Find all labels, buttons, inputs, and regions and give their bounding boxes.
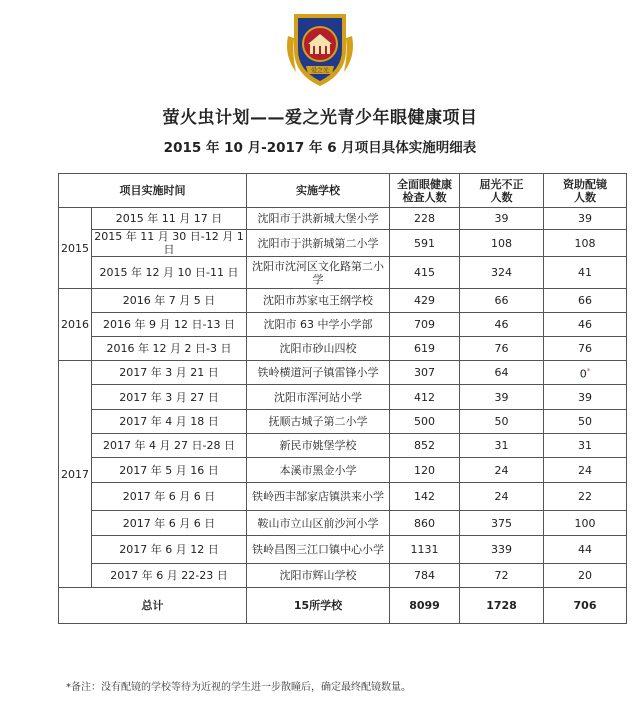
glasses-cell: 41 — [544, 257, 627, 289]
table-row — [59, 337, 627, 361]
refractive-cell: 31 — [460, 434, 544, 458]
refractive-cell: 24 — [460, 458, 544, 483]
table-row — [59, 385, 627, 410]
column-header-refractive — [460, 174, 544, 208]
column-header-checked-line2: 检查人数 — [402, 190, 447, 204]
glasses-cell: 22 — [544, 483, 627, 511]
column-header-refractive-line2: 人数 — [490, 190, 513, 204]
date-cell: 2017 年 6 月 12 日 — [92, 536, 247, 564]
school-cell: 抚顺古城子第二小学 — [247, 410, 390, 434]
glasses-cell: 76 — [544, 337, 627, 361]
checked-cell: 852 — [390, 434, 460, 458]
date-cell: 2017 年 4 月 27 日-28 日 — [92, 434, 247, 458]
school-cell: 铁岭昌图三江口镇中心小学 — [247, 536, 390, 564]
table-header-row — [59, 174, 627, 208]
organization-badge-logo — [282, 6, 358, 90]
school-cell: 沈阳市浑河站小学 — [247, 385, 390, 410]
checked-cell: 784 — [390, 564, 460, 588]
column-header-glasses-line2: 人数 — [574, 190, 596, 204]
checked-cell: 429 — [390, 289, 460, 313]
school-cell: 沈阳市于洪新城第二小学 — [247, 230, 390, 257]
column-header-refractive-line1: 屈光不正 — [479, 177, 524, 191]
date-cell: 2017 年 6 月 22-23 日 — [92, 564, 247, 588]
total-school-count: 15所学校 — [247, 588, 390, 624]
refractive-cell: 24 — [460, 483, 544, 511]
logo-text: 爱之光 — [310, 67, 330, 75]
table-row — [59, 230, 627, 257]
checked-cell: 500 — [390, 410, 460, 434]
date-cell: 2016 年 12 月 2 日-3 日 — [92, 337, 247, 361]
glasses-cell: 44 — [544, 536, 627, 564]
checked-cell: 860 — [390, 511, 460, 536]
glasses-cell: 46 — [544, 313, 627, 337]
table-row — [59, 313, 627, 337]
school-cell: 本溪市黑金小学 — [247, 458, 390, 483]
glasses-cell: 39 — [544, 208, 627, 230]
total-checked: 8099 — [390, 588, 460, 624]
table-body — [59, 208, 627, 588]
checked-cell: 1131 — [390, 536, 460, 564]
table-row — [59, 536, 627, 564]
school-cell: 沈阳市沈河区文化路第二小学 — [247, 257, 390, 289]
date-cell: 2017 年 5 月 16 日 — [92, 458, 247, 483]
checked-cell: 415 — [390, 257, 460, 289]
date-cell: 2015 年 11 月 17 日 — [92, 208, 247, 230]
table-row — [59, 289, 627, 313]
column-header-glasses — [544, 174, 627, 208]
date-cell: 2017 年 3 月 27 日 — [92, 385, 247, 410]
glasses-cell — [544, 361, 627, 385]
table-row — [59, 257, 627, 289]
date-cell: 2017 年 6 月 6 日 — [92, 483, 247, 511]
date-cell: 2016 年 7 月 5 日 — [92, 289, 247, 313]
refractive-cell: 50 — [460, 410, 544, 434]
refractive-cell: 76 — [460, 337, 544, 361]
school-cell: 铁岭横道河子镇雷锋小学 — [247, 361, 390, 385]
refractive-cell: 72 — [460, 564, 544, 588]
table-row — [59, 483, 627, 511]
table-row — [59, 511, 627, 536]
refractive-cell: 324 — [460, 257, 544, 289]
table-row — [59, 208, 627, 230]
school-cell: 铁岭西丰郜家店镇洪来小学 — [247, 483, 390, 511]
glasses-cell: 31 — [544, 434, 627, 458]
column-header-school: 实施学校 — [247, 174, 390, 208]
year-cell: 2017 — [59, 361, 92, 588]
checked-cell: 228 — [390, 208, 460, 230]
table-row — [59, 564, 627, 588]
refractive-cell: 39 — [460, 385, 544, 410]
year-cell: 2015 — [59, 208, 92, 289]
page-subtitle: 2015 年 10 月-2017 年 6 月项目具体实施明细表 — [163, 140, 477, 156]
table-row — [59, 410, 627, 434]
date-cell: 2017 年 6 月 6 日 — [92, 511, 247, 536]
date-cell: 2015 年 12 月 10 日-11 日 — [92, 257, 247, 289]
table-row — [59, 434, 627, 458]
year-cell: 2016 — [59, 289, 92, 361]
glasses-cell: 39 — [544, 385, 627, 410]
page-title: 萤火虫计划——爱之光青少年眼健康项目 — [162, 108, 478, 128]
checked-cell: 412 — [390, 385, 460, 410]
refractive-cell: 66 — [460, 289, 544, 313]
column-header-glasses-line1: 资助配镜 — [563, 177, 607, 191]
table-row — [59, 458, 627, 483]
glasses-cell: 20 — [544, 564, 627, 588]
date-cell: 2015 年 11 月 30 日-12 月 1 日 — [92, 230, 247, 257]
refractive-cell: 64 — [460, 361, 544, 385]
checked-cell: 142 — [390, 483, 460, 511]
column-header-checked-line1: 全面眼健康 — [397, 177, 452, 191]
total-glasses: 706 — [544, 588, 627, 624]
footnote-marker: * — [586, 366, 591, 375]
refractive-cell: 39 — [460, 208, 544, 230]
total-refractive: 1728 — [460, 588, 544, 624]
date-cell: 2017 年 3 月 21 日 — [92, 361, 247, 385]
glasses-cell: 66 — [544, 289, 627, 313]
column-header-date: 项目实施时间 — [59, 174, 247, 208]
date-cell: 2016 年 9 月 12 日-13 日 — [92, 313, 247, 337]
school-cell: 沈阳市砂山四校 — [247, 337, 390, 361]
glasses-cell: 108 — [544, 230, 627, 257]
checked-cell: 619 — [390, 337, 460, 361]
checked-cell: 307 — [390, 361, 460, 385]
checked-cell: 591 — [390, 230, 460, 257]
refractive-cell: 46 — [460, 313, 544, 337]
table-row — [59, 361, 627, 385]
glasses-cell: 24 — [544, 458, 627, 483]
refractive-cell: 375 — [460, 511, 544, 536]
project-detail-table — [58, 173, 627, 624]
school-cell: 新民市姚堡学校 — [247, 434, 390, 458]
school-cell: 沈阳市苏家屯王纲学校 — [247, 289, 390, 313]
school-cell: 鞍山市立山区前沙河小学 — [247, 511, 390, 536]
checked-cell: 709 — [390, 313, 460, 337]
glasses-cell: 100 — [544, 511, 627, 536]
checked-cell: 120 — [390, 458, 460, 483]
glasses-value: 0 — [579, 367, 587, 381]
column-header-checked — [390, 174, 460, 208]
footnote: *备注：没有配镜的学校等待为近视的学生进一步散瞳后，确定最终配镜数量。 — [66, 682, 411, 693]
school-cell: 沈阳市辉山学校 — [247, 564, 390, 588]
refractive-cell: 108 — [460, 230, 544, 257]
glasses-cell: 50 — [544, 410, 627, 434]
total-label: 总计 — [59, 588, 247, 624]
total-row — [59, 588, 627, 624]
school-cell: 沈阳市 63 中学小学部 — [247, 313, 390, 337]
school-cell: 沈阳市于洪新城大堡小学 — [247, 208, 390, 230]
refractive-cell: 339 — [460, 536, 544, 564]
date-cell: 2017 年 4 月 18 日 — [92, 410, 247, 434]
